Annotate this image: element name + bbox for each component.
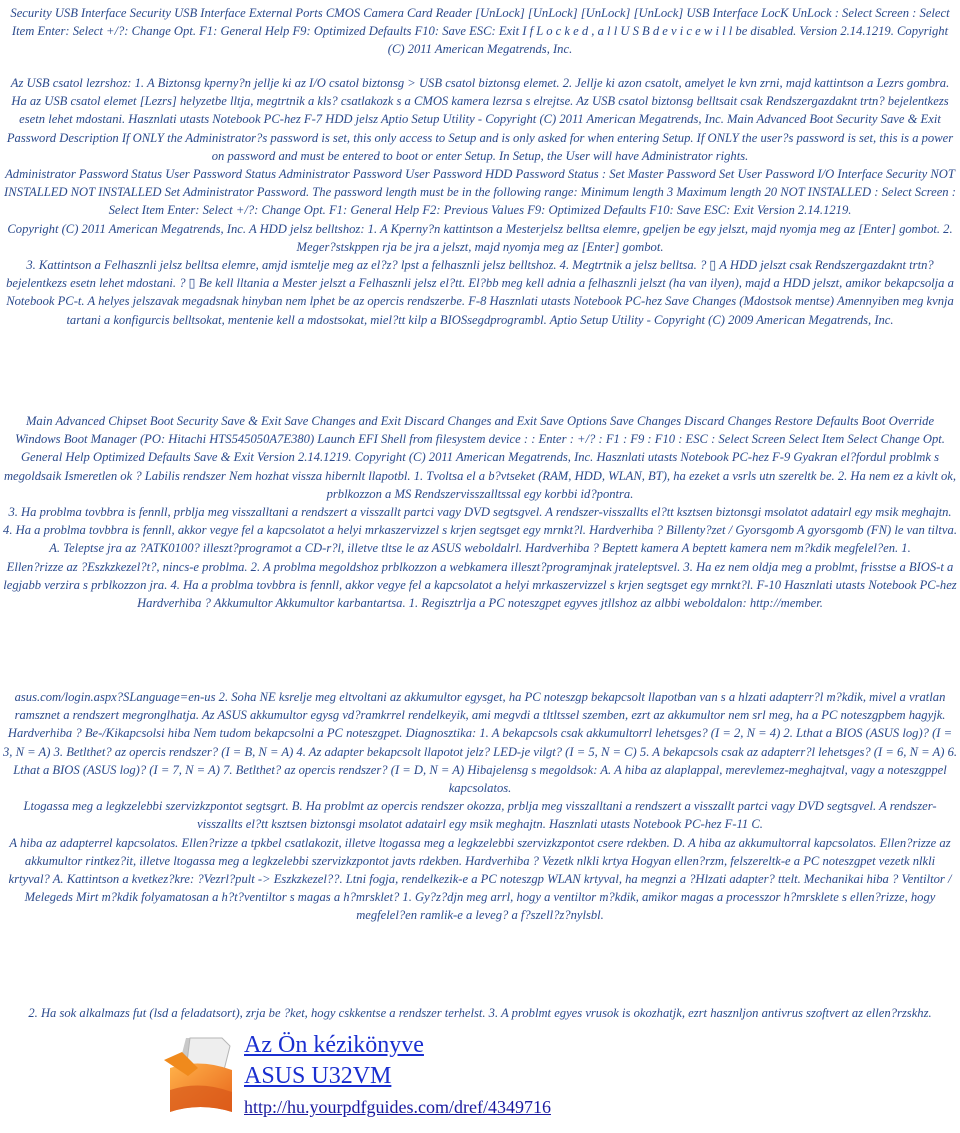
pdf-document-icon (160, 1030, 240, 1122)
paragraph: Administrator Password Status User Password Status Administrator Password User Password HDD Password Status : Set Master Password Set User Password I/O Interface Security NOT INSTALLED NOT INSTALLED Set Administrator Password. The password length must be in the following range: Minimum length 3 Maximum length 20 NOT INSTALLED : Select Screen : Select Item Enter: Select +/?: Change Opt. F1: General Help F2: Previous Values F9: Optimized Defaults F10: Save ESC: Exit Version 2.14.1219. (4, 167, 956, 218)
guide-url-link[interactable]: http://hu.yourpdfguides.com/dref/4349716 (244, 1097, 551, 1117)
model-link[interactable]: ASUS U32VM (244, 1063, 392, 1089)
paragraph: 3. Kattintson a Felhasznli jelsz belltsa elemre, amjd ismtelje meg az el?z? lpst a felhasznli jelsz belltshoz. 4. Megtrtnik a jelsz belltsa. ? ▯ A HDD jelszt csak Rendszergazdaknt trtn? bejelentkezs esetn lehet mdostani. ? ▯ Be kell lltania a Mester jelszt a Felhasznli jelsz el?tt. El?bb meg kell adnia a felhasznli jelszt (ha van ilyen), majd a HDD jelszt, amikor bekapcsolja a Notebook PC-t. A helyes jelszavak megadsnak hinyban nem lphet be az opercis rendszerbe. F-8 Hasznlati utasts Notebook PC-hez Save Changes (Mdostsok mentse) Amennyiben meg kvnja tartani a konfigurcis belltsokat, mentenie kell a mdostsokat, miel?tt kilp a BIOSsegdprogrambl. Aptio Setup Utility - Copyright (C) 2009 American Megatrends, Inc. (6, 258, 954, 327)
footer-links (244, 1030, 551, 1120)
usb-password-block (3, 74, 957, 329)
paragraph: Security USB Interface Security USB Interface External Ports CMOS Camera Card Reader [UnLock] [UnLock] [UnLock] [UnLock] USB Interface LocK UnLock : Select Screen : Select Item Enter: Select +/?: Change Opt. F1: General Help F9: Optimized Defaults F10: Save ESC: Exit I f L o c k e d , a l l U S B d e v i c e w i l l be disabled. Version 2.14.1219. Copyright (C) 2011 American Megatrends, Inc. (10, 6, 950, 57)
footer (160, 1030, 780, 1130)
save-exit-block (3, 412, 957, 612)
closing-block (3, 1004, 957, 1022)
bios-header-block (3, 4, 957, 59)
battery-block (3, 688, 957, 925)
paragraph: asus.com/login.aspx?SLanguage=en-us 2. Soha NE ksrelje meg eltvoltani az akkumultor egysget, ha PC noteszgp bekapcsolt llapotban van s a hlzati adapterr?l m?kdik, mivel a vratlan ramsznet a rendszert megronglhatja. Az ASUS akkumultor egysg vd?ramkrrel rendelkeyik, ami megvdi a tltltssel szemben, ezrt az akkumultor nem srl meg, ha a PC noteszgpbem hagyjk. Hardverhiba ? Be-/Kikapcsolsi hiba Nem tudom bekapcsolni a PC noteszgpet. Diagnosztika: 1. A bekapcsols csak akkumultorrl lehetsges? (I = 2, N = 4) 2. Lthat a BIOS (ASUS log)? (I = 3, N = A) 3. Betlthet? az opercis rendszer? (I = B, N = A) 4. Az adapter bekapcsolt llapotot jelz? LED-je vilgt? (I = 5, N = C) 5. A bekapcsols csak az adapterr?l lehetsges? (I = 6, N = A) 6. Lthat a BIOS (ASUS log)? (I = 7, N = A) 7. Betlthet? az opercis rendszer? (I = D, N = A) Hibajelensg s megoldsok: A. A hiba az alaplappal, merevlemez-meghajtval, vagy a noteszgppel kapcsolatos. (3, 690, 958, 796)
paragraph: 3. Ha problma tovbbra is fennll, prblja meg visszalltani a rendszert a visszallt partci vagy DVD segtsgvel. A rendszer-visszallts el?tt ksztsen biztonsgi msolatot adatairl egy msik meghajtn. 4. Ha a problma tovbbra is fennll, akkor vegye fel a kapcsolatot a helyi mrkaszervizzel s krjen segtsget egy mrnkt?l. Hardverhiba ? Billenty?zet / Gyorsgomb A gyorsgomb (FN) le van tiltva. A. Teleptse jra az ?ATK0100? illeszt?programot a CD-r?l, illetve tltse le az ASUS weboldalrl. Hardverhiba ? Beptett kamera A beptett kamera nem m?kdik megfelel?en. 1. (3, 505, 957, 556)
paragraph: Ellen?rizze az ?Eszkzkezel?t?, nincs-e problma. 2. A problma megoldshoz prblkozzon a webkamera illeszt?programjnak jrateleptsvel. 3. Ha ez nem oldja meg a problmt, frisstse a BIOS-t a legjabb verzira s prblkozzon jra. 4. Ha a problma tovbbra is fennll, akkor vegye fel a kapcsolatot a helyi mrkaszervizzel s krjen segtsget egy mrnkt?l. F-10 Hasznlati utasts Notebook PC-hez Hardverhiba ? Akkumultor Akkumultor karbantartsa. 1. Regisztrlja a PC noteszgpet egyves jtllshoz az albbi weboldalon: http://member. (3, 559, 957, 611)
paragraph: A hiba az adapterrel kapcsolatos. Ellen?rizze a tpkbel csatlakozit, illetve ltogassa meg a legkzelebbi szervizkzpontot csere rdekben. D. A hiba az akkumultorral kapcsolatos. Ellen?rizze az akkumultor rintkez?it, illetve ltogassa meg a legkzelebbi szervizkzpontot javts rdekben. Hardverhiba ? Vezetk nlkli krtya Hogyan ellen?rzm, felszereltk-e a PC noteszgpet vezetk nlkli krtyval? A. Kattintson a kvetkez?kre: ?Vezrl?pult -> Eszkzkezel??. Ltni fogja, rendelkezik-e a PC noteszgp WLAN krtyval, ha megnzi a ?Hlzati adapter? ttelt. Mechanikai hiba ? Ventiltor / Melegeds Mirt m?kdik folyamatosan a h?t?ventiltor s magas a h?mrsklet? 1. Gy?z?djn meg arrl, hogy a ventiltor m?kdik, amikor magas a processzor h?mrsklete s ellen?rizze, hogy megfelel?en ramlik-e a leveg? a f?szell?z?nylsbl. (8, 835, 952, 923)
paragraph: Az USB csatol lezrshoz: 1. A Biztonsg kperny?n jellje ki az I/O csatol biztonsg > USB csatol biztonsg elemet. 2. Jellje ki azon csatolt, amelyet le kvn zrni, majd kattintson a Lezrs gombra. Ha az USB csatol elemet [Lezrs] helyzetbe lltja, megtrtnik a kls? csatlakozk s a CMOS kamera lezrsa s elrejtse. Az USB csatol biztonsg belltsait csak Rendszergazdaknt trtn? bejelentkezs esetn lehet mdostani. Hasznlati utasts Notebook PC-hez F-7 HDD jelsz Aptio Setup Utility - Copyright (C) 2011 American Megatrends, Inc. Main Advanced Boot Security Save & Exit Password Description If ONLY the Administrator?s password is set, this only access to Setup and is only asked for when entering Setup. If ONLY the user?s password is set, this is a power on password and must be entered to boot or enter Setup. In Setup, the User will have Administrator rights. (6, 76, 954, 163)
paragraph: Copyright (C) 2011 American Megatrends, Inc. A HDD jelsz belltshoz: 1. A Kperny?n kattintson a Mesterjelsz belltsa elemre, gpeljen be egy jelszt, majd nyomja meg az [Enter] gombot. 2. Meger?stskppen rja be jra a jelszt, majd nyomja meg az [Enter] gombot. (7, 221, 953, 254)
paragraph: Main Advanced Chipset Boot Security Save & Exit Save Changes and Exit Discard Changes and Exit Save Options Save Changes Discard Changes Restore Defaults Boot Override Windows Boot Manager (PO: Hitachi HTS545050A7E380) Launch EFI Shell from filesystem device : : Enter : +/? : F1 : F9 : F10 : ESC : Select Screen Select Item Select Change Opt. General Help Optimized Defaults Save & Exit Version 2.14.1219. Copyright (C) 2011 American Megatrends, Inc. Hasznlati utasts Notebook PC-hez F-9 Gyakran el?fordul problmk s megoldsaik Ismeretlen ok ? Labilis rendszer Nem hozhat vissza hibernlt llapotbl. 1. Tvoltsa el a b?vtseket (RAM, HDD, WLAN, BT), ha ezeket a vsrls utn szereltk be. 2. Ha nem ez a kivlt ok, prblkozzon a MS Rendszervisszalltssal egy korbbi id?pontra. (3, 414, 957, 501)
manual-title-link[interactable]: Az Ön kézikönyve (244, 1032, 424, 1058)
paragraph: 2. Ha sok alkalmazs fut (lsd a feladatsort), zrja be ?ket, hogy cskkentse a rendszer terhelst. 3. A problmt egyes vrusok is okozhatjk, ezrt hasznljon antivrus szoftvert az ellen?rzskhz. (28, 1006, 932, 1020)
paragraph: Ltogassa meg a legkzelebbi szervizkzpontot segtsgrt. B. Ha problmt az opercis rendszer okozza, prblja meg visszalltani a rendszert a visszallt partci vagy DVD segtsgvel. A rendszer-visszallts el?tt ksztsen biztonsgi msolatot adatairl egy msik meghajtn. Hasznlati utasts Notebook PC-hez F-11 C. (23, 799, 937, 832)
